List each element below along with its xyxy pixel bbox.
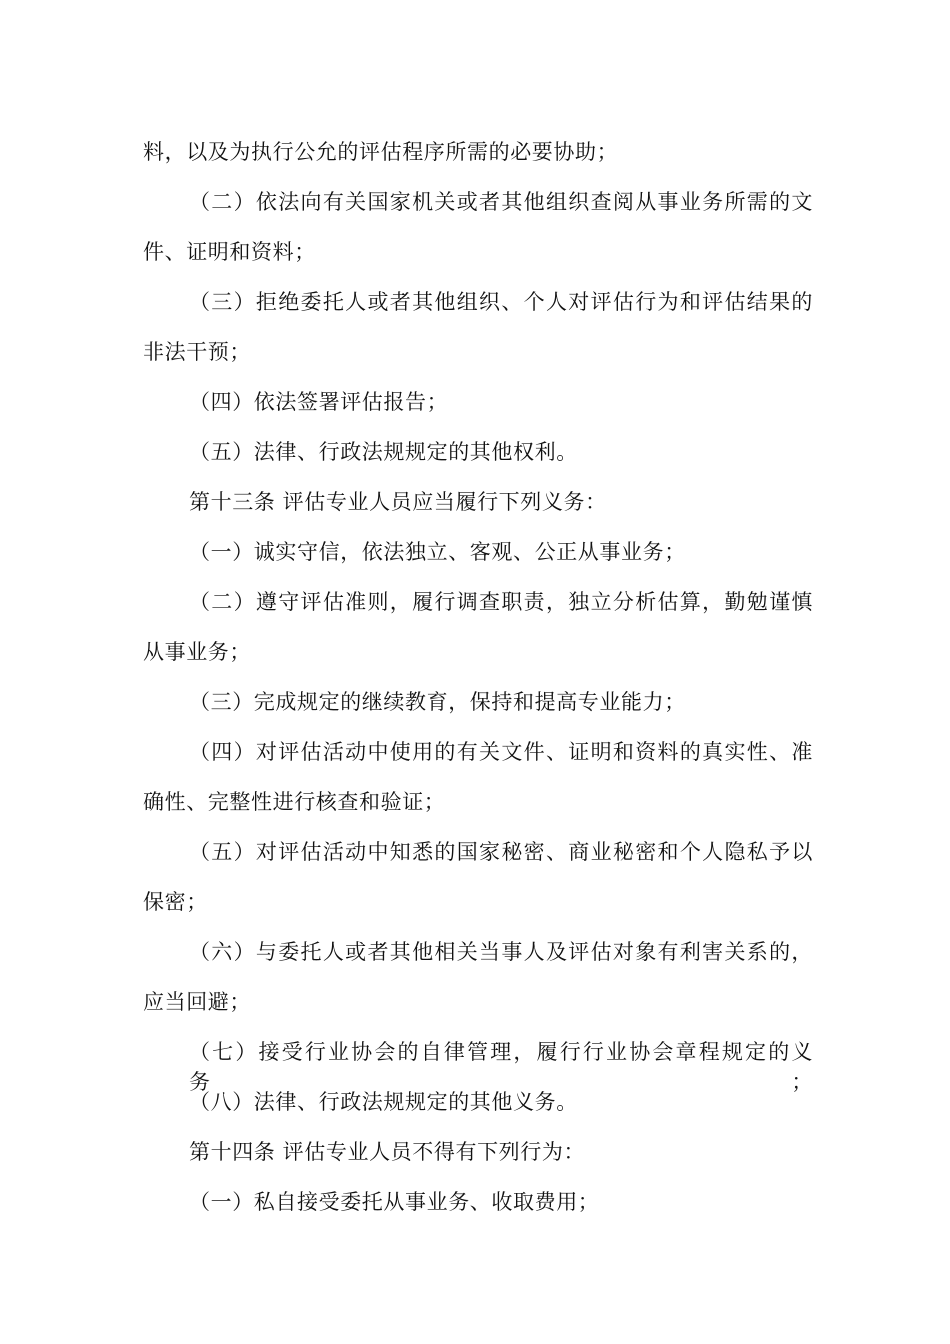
text-line: （二）依法向有关国家机关或者其他组织查阅从事业务所需的文 [189, 190, 813, 214]
text-line: （四）依法签署评估报告； [189, 390, 449, 414]
text-line: 料，以及为执行公允的评估程序所需的必要协助； [143, 140, 619, 164]
text-line: （五）法律、行政法规规定的其他权利。 [189, 440, 578, 464]
text-line: 应当回避； [143, 990, 251, 1014]
text-line: 非法干预； [143, 340, 251, 364]
text-line: （五）对评估活动中知悉的国家秘密、商业秘密和个人隐私予以 [189, 840, 813, 864]
text-line: 确性、完整性进行核查和验证； [143, 790, 446, 814]
text-line: （二）遵守评估准则，履行调查职责，独立分析估算，勤勉谨慎 [189, 590, 813, 614]
article-heading: 第十四条 评估专业人员不得有下列行为： [189, 1140, 586, 1164]
text-line: 保密； [143, 890, 208, 914]
text-line: （七）接受行业协会的自律管理，履行行业协会章程规定的义务； [189, 1040, 813, 1094]
text-line: （三）拒绝委托人或者其他组织、个人对评估行为和评估结果的 [189, 290, 813, 314]
text-line: 件、证明和资料； [143, 240, 316, 264]
text-line: （三）完成规定的继续教育，保持和提高专业能力； [189, 690, 686, 714]
text-line: （一）私自接受委托从事业务、收取费用； [189, 1190, 600, 1214]
article-heading: 第十三条 评估专业人员应当履行下列义务： [189, 490, 607, 514]
text-line: （一）诚实守信，依法独立、客观、公正从事业务； [189, 540, 686, 564]
text-line: （八）法律、行政法规规定的其他义务。 [189, 1090, 578, 1114]
text-line: 从事业务； [143, 640, 251, 664]
text-line: （六）与委托人或者其他相关当事人及评估对象有利害关系的， [189, 940, 813, 964]
text-line: （四）对评估活动中使用的有关文件、证明和资料的真实性、准 [189, 740, 813, 764]
